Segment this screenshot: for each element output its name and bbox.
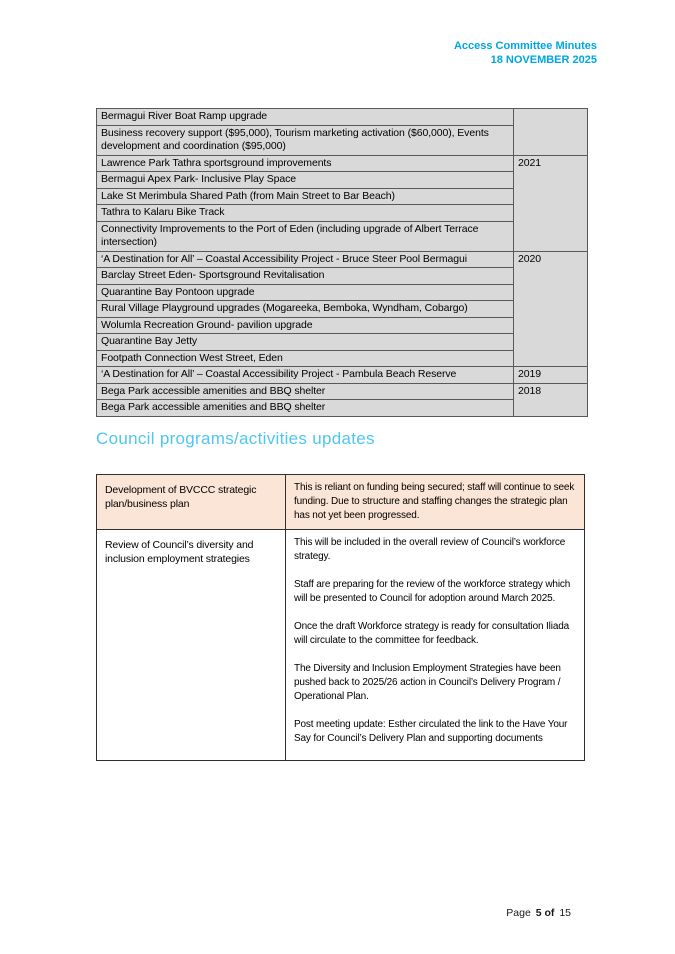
updates-table-body [97, 475, 585, 761]
project-row [97, 367, 588, 384]
update-paragraph: Once the draft Workforce strategy is ready for consultation Iliada will circulate to the committee for feedback. [294, 621, 570, 646]
project-description-cell: Bega Park accessible amenities and BBQ shelter [97, 383, 514, 400]
completed-projects-table [96, 108, 588, 417]
project-year-cell: 2021 [514, 155, 588, 251]
footer-page-total: 15 [559, 907, 571, 919]
section-heading: Council programs/activities updates [96, 429, 375, 448]
project-description-cell: ‘A Destination for All’ – Coastal Accessibility Project - Bruce Steer Pool Bermagui [97, 251, 514, 268]
project-description-cell: Wolumla Recreation Ground- pavilion upgrade [97, 317, 514, 334]
project-year-cell [514, 109, 588, 156]
project-description-cell: Footpath Connection West Street, Eden [97, 350, 514, 367]
update-paragraph: This is reliant on funding being secured; staff will continue to seek funding. Due to structure and staffing changes the strategic plan has not yet been progressed. [294, 482, 575, 521]
council-updates-table [96, 474, 585, 761]
update-paragraph: This will be included in the overall review of Council’s workforce strategy. [294, 537, 566, 562]
project-description-cell: Tathra to Kalaru Bike Track [97, 205, 514, 222]
project-row [97, 251, 588, 268]
update-item-cell: Development of BVCCC strategic plan/business plan [97, 475, 286, 530]
update-paragraph: Post meeting update: Esther circulated the link to the Have Your Say for Council’s Delivery Plan and supporting documents [294, 719, 568, 744]
footer-page-label: Page [506, 907, 531, 919]
project-year-cell: 2020 [514, 251, 588, 367]
page-footer [506, 907, 571, 919]
footer-page-number: 5 of [535, 907, 555, 919]
update-status-cell [286, 530, 585, 761]
update-row [97, 530, 585, 761]
project-description-cell: Rural Village Playground upgrades (Mogareeka, Bemboka, Wyndham, Cobargo) [97, 301, 514, 318]
project-description-cell: Barclay Street Eden- Sportsground Revitalisation [97, 268, 514, 285]
project-description-cell: Bega Park accessible amenities and BBQ shelter [97, 400, 514, 417]
project-row [97, 155, 588, 172]
projects-table-body [97, 109, 588, 417]
project-description-cell: Quarantine Bay Jetty [97, 334, 514, 351]
project-row [97, 109, 588, 126]
header-date: 18 NOVEMBER 2025 [490, 54, 597, 66]
project-description-cell: Bermagui Apex Park- Inclusive Play Space [97, 172, 514, 189]
project-year-cell: 2019 [514, 367, 588, 384]
project-description-cell: Lawrence Park Tathra sportsground improvements [97, 155, 514, 172]
project-description-cell: Lake St Merimbula Shared Path (from Main Street to Bar Beach) [97, 188, 514, 205]
document-header [0, 39, 597, 67]
project-description-cell: ‘A Destination for All’ – Coastal Accessibility Project - Pambula Beach Reserve [97, 367, 514, 384]
update-item-cell: Review of Council’s diversity and inclusion employment strategies [97, 530, 286, 761]
update-paragraph: The Diversity and Inclusion Employment Strategies have been pushed back to 2025/26 action in Council’s Delivery Program / Operational Plan. [294, 663, 561, 702]
project-description-cell: Quarantine Bay Pontoon upgrade [97, 284, 514, 301]
project-row [97, 383, 588, 400]
project-description-cell: Business recovery support ($95,000), Tourism marketing activation ($60,000), Events development and coordination ($95,000) [97, 125, 514, 155]
project-year-cell: 2018 [514, 383, 588, 416]
project-description-cell: Connectivity Improvements to the Port of Eden (including upgrade of Albert Terrace intersection) [97, 221, 514, 251]
project-description-cell: Bermagui River Boat Ramp upgrade [97, 109, 514, 126]
update-paragraph: Staff are preparing for the review of the workforce strategy which will be presented to Council for adoption around March 2025. [294, 579, 571, 604]
header-title: Access Committee Minutes [453, 40, 597, 52]
update-row [97, 475, 585, 530]
update-status-cell [286, 475, 585, 530]
